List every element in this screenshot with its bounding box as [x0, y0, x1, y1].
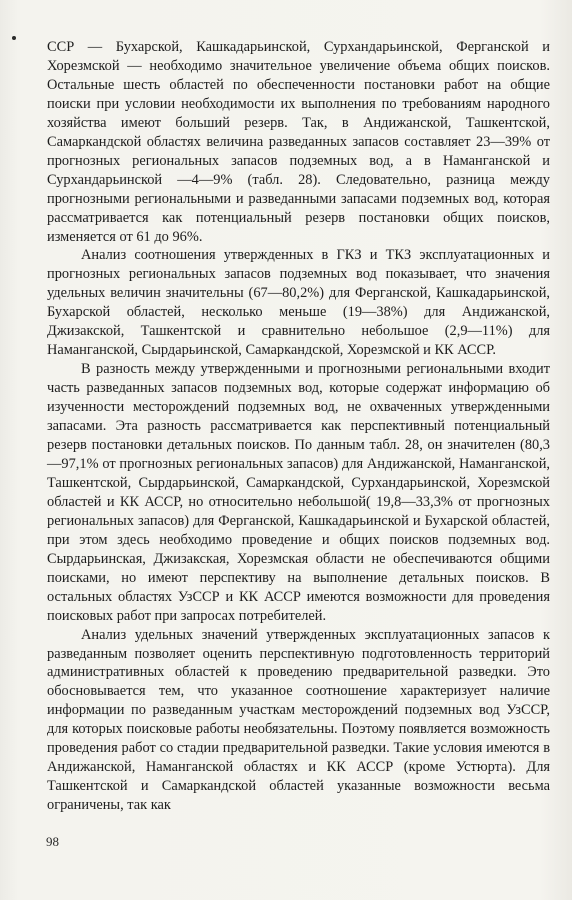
- paragraph-2: Анализ соотношения утвержденных в ГКЗ и ТКЗ эксплуатационных и прогнозных региональных запасов подземных вод показывает, что значения удельных величин значительны (67—80,2%) для Ферганской, Кашкадарьинской, Бухарской областей, несколько меньше (19—38%) для Андижанской, Джизакской, Ташкентской и сравнительно небольшое (2,9—11%) для Наманганской, Сырдарьинской, Самаркандской, Хорезмской и КК АССР.: [47, 247, 550, 359]
- page-number: 98: [46, 834, 59, 849]
- paragraph-1: ССР — Бухарской, Кашкадарьинской, Сурхандарьинской, Ферганской и Хорезмской — необходимо значительное увеличение объема общих поисков. Остальные шесть областей по обеспеченности постановки работ на общие поиски при условии необходимости их выполнения по требованиям народного хозяйства имеют больший резерв. Так, в Андижанской, Ташкентской, Самаркандской областях величина разведанных запасов составляет 23—39% от прогнозных региональных запасов подземных вод, а в Наманганской и Сурхандарьинской —4—9% (табл. 28). Следовательно, разница между прогнозными региональными и разведанными запасами подземных вод, которая рассматривается как потенциальный резерв постановки общих поисков, изменяется от 61 до 96%.: [47, 39, 550, 245]
- body-text: [47, 38, 550, 815]
- paragraph-3: В разность между утвержденными и прогнозными региональными входит часть разведанных запасов подземных вод, которые содержат информацию об изученности месторождений подземных вод, не охваченных утвержденными запасами. Эта разность рассматривается как перспективный потенциальный резерв постановки детальных поисков. По данным табл. 28, он значителен (80,3—97,1% от прогнозных региональных запасов) для Андижанской, Наманганской, Ташкентской, Сырдарьинской, Самаркандской, Сурхандарьинской, Хорезмской областей и КК АССР, но относительно небольшой( 19,8—33,3% от прогнозных региональных запасов) для Ферганской, Кашкадарьинской и Бухарской областей, при этом здесь необходимо проведение и общих поисков подземных вод. Сырдарьинская, Джизакская, Хорезмская области не обеспечиваются общими поисками, но имеют перспективу на выполнение детальных поисков. В остальных областях УзССР и КК АССР имеются возможности для проведения поисковых работ при запросах потребителей.: [47, 361, 550, 624]
- print-speck: [12, 36, 16, 40]
- paragraph-4: Анализ удельных значений утвержденных эксплуатационных запасов к разведанным позволяет оценить перспективную подготовленность территорий административных областей к проведению предварительной разведки. Это обосновывается тем, что указанное соотношение характеризует наличие информации по разведанным участкам месторождений подземных вод УзССР, для которых поисковые работы необязательны. Поэтому появляется возможность проведения работ со стадии предварительной разведки. Такие условия имеются в Андижанской, Наманганской областях и КК АССР (кроме Устюрта). Для Ташкентской и Самаркандской областей указанные возможности весьма ограничены, так как: [47, 626, 550, 814]
